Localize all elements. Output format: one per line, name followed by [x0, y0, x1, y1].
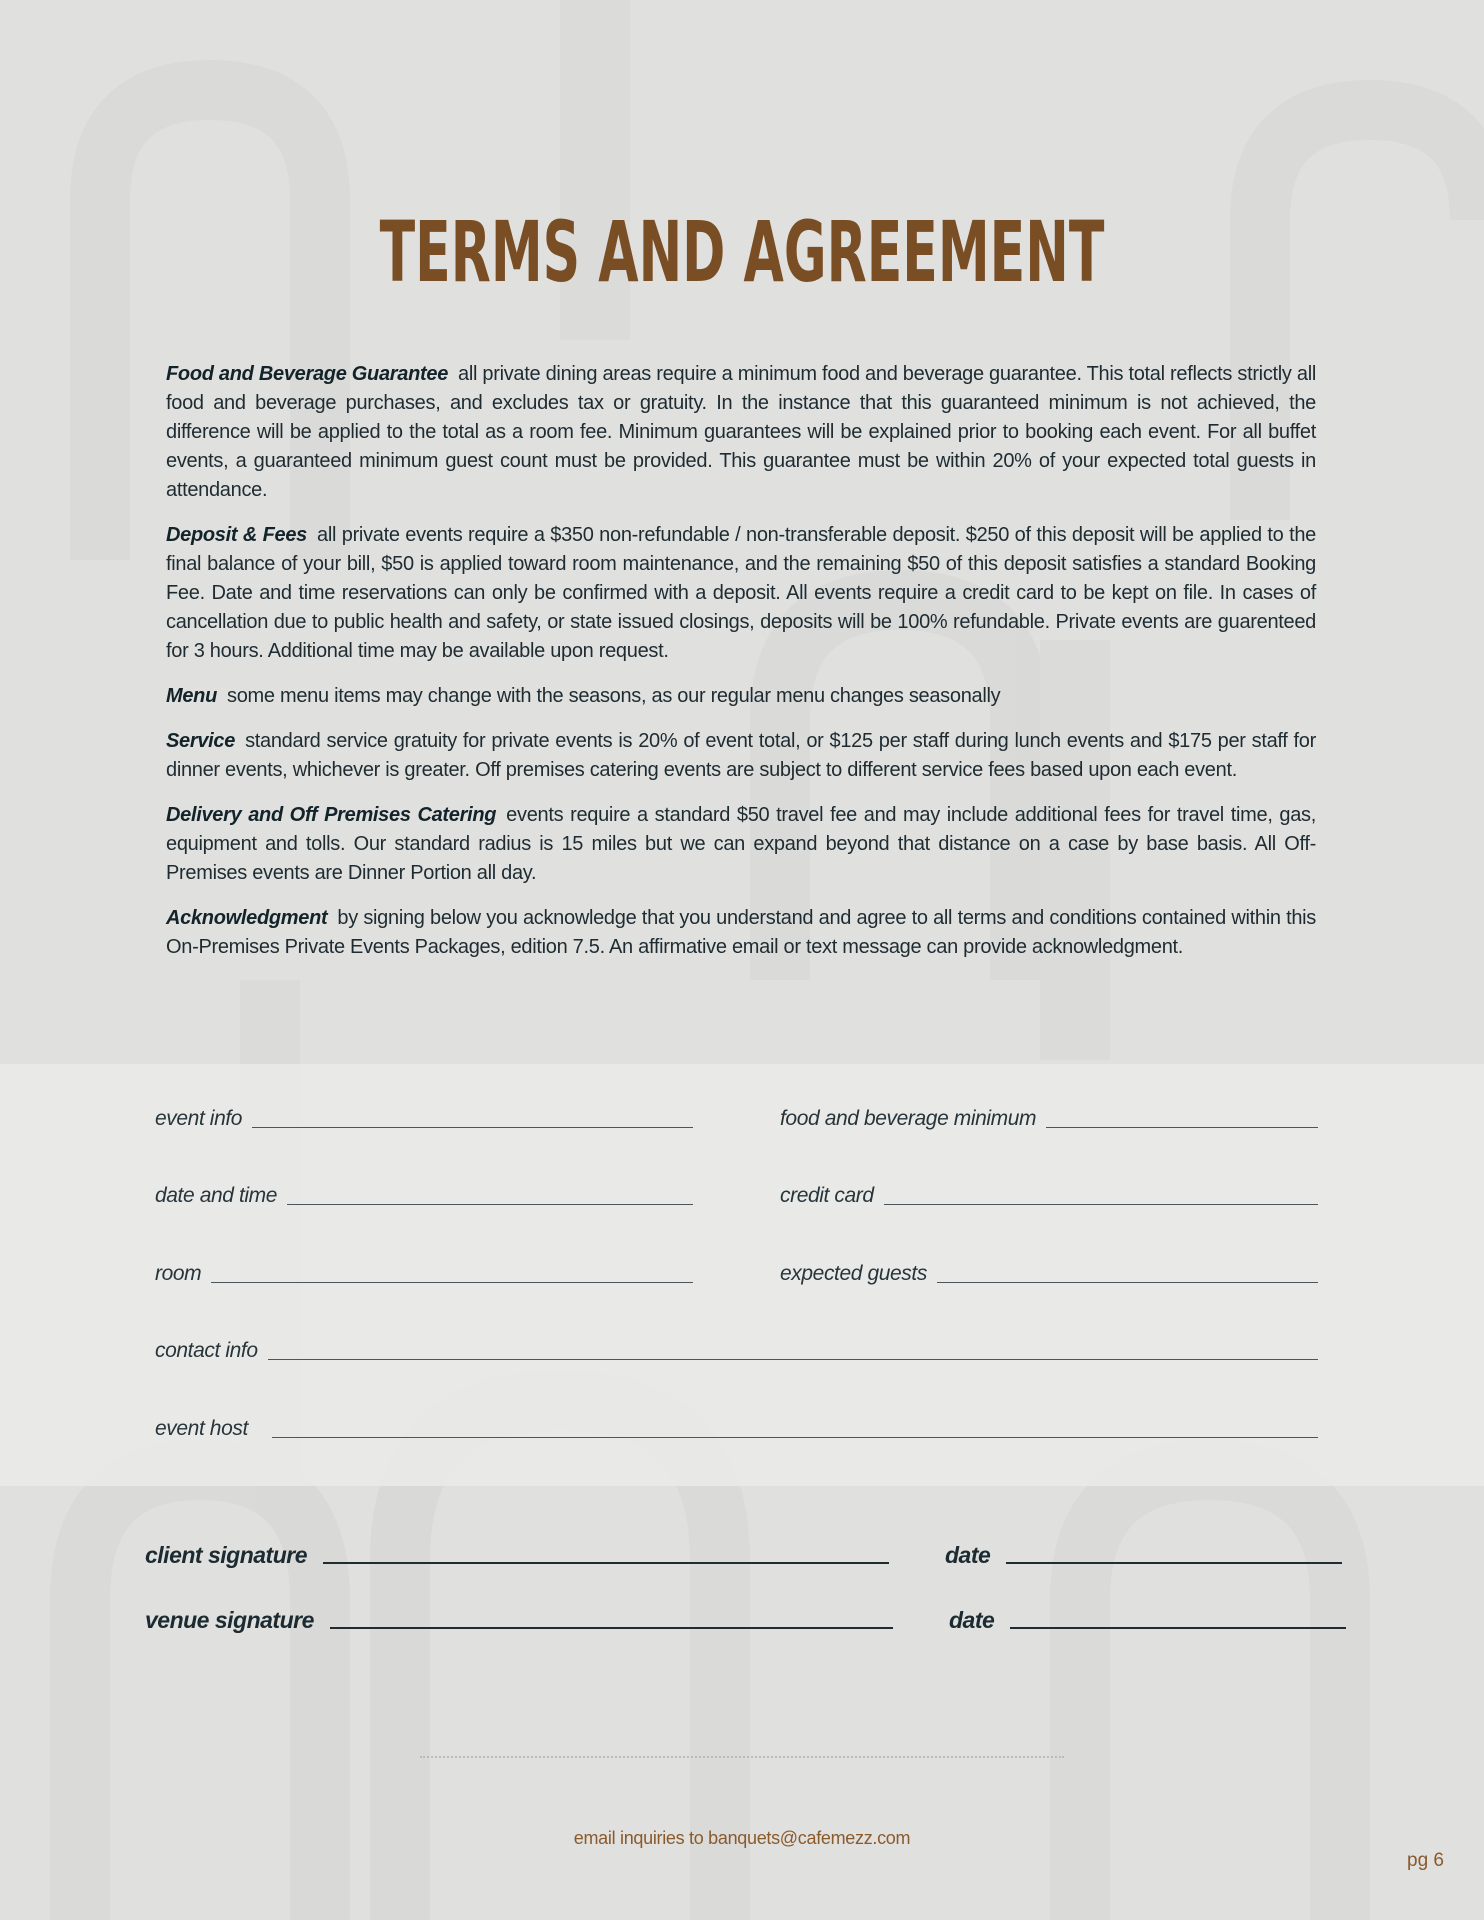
credit-card-label: credit card	[780, 1184, 874, 1207]
fb-minimum-line[interactable]	[1046, 1126, 1318, 1128]
expected-guests-field[interactable]	[780, 1261, 1318, 1287]
client-signature-label: client signature	[145, 1542, 307, 1568]
client-signature-line[interactable]	[323, 1561, 889, 1564]
venue-signature-line[interactable]	[330, 1626, 893, 1629]
venue-signature-field[interactable]	[145, 1606, 893, 1634]
term-heading: Deposit & Fees	[166, 524, 308, 546]
event-details-form	[0, 1064, 1484, 1486]
term-heading: Delivery and Off Premises Catering	[166, 804, 497, 826]
page-title: TERMS AND AGREEMENT	[379, 203, 1105, 301]
term-text: all private events require a $350 non-refundable / non-transferable deposit. $250 of this deposit will be applied to the final balance of your bill, $50 is applied toward room maintenance, and the remaining $50 of this deposit satisfies a standard Booking Fee. Date and time reservations can only be confirmed with a deposit. All events require a credit card to be kept on file. In cases of cancellation due to public health and safety, or state issued closings, deposits will be 100% refundable. Private events are guarenteed for 3 hours. Additional time may be available upon request.	[166, 524, 1316, 662]
term-acknowledgment	[166, 904, 1316, 962]
term-heading: Food and Beverage Guarantee	[166, 363, 449, 385]
event-host-field[interactable]	[155, 1416, 1318, 1442]
event-host-label: event host	[155, 1417, 248, 1440]
fb-minimum-field[interactable]	[780, 1106, 1318, 1132]
client-date-label: date	[945, 1542, 991, 1568]
fb-minimum-label: food and beverage minimum	[780, 1107, 1037, 1130]
client-date-field[interactable]	[945, 1541, 1342, 1569]
term-heading: Menu	[166, 685, 218, 707]
terms-section	[166, 360, 1316, 978]
term-text: events require a standard $50 travel fee and may include additional fees for travel time, gas, equipment and tolls. Our standard radius is 15 miles but we can expand beyond that distance on a case by base basis. All Off-Premises events are Dinner Portion all day.	[166, 804, 1316, 884]
event-info-line[interactable]	[252, 1126, 693, 1128]
term-heading: Service	[166, 730, 236, 752]
term-service	[166, 727, 1316, 785]
contact-info-label: contact info	[155, 1339, 258, 1362]
contact-info-line[interactable]	[268, 1358, 1318, 1360]
date-time-label: date and time	[155, 1184, 278, 1207]
term-heading: Acknowledgment	[166, 907, 328, 929]
expected-guests-label: expected guests	[780, 1262, 927, 1285]
venue-date-field[interactable]	[949, 1606, 1346, 1634]
client-date-line[interactable]	[1006, 1561, 1342, 1564]
room-label: room	[155, 1262, 202, 1285]
dotted-divider	[420, 1756, 1064, 1758]
term-food-beverage-guarantee	[166, 360, 1316, 505]
expected-guests-line[interactable]	[937, 1281, 1318, 1283]
credit-card-line[interactable]	[884, 1203, 1318, 1205]
term-text: by signing below you acknowledge that you understand and agree to all terms and conditions contained within this On-Premises Private Events Packages, edition 7.5. An affirmative email or text message can provide acknowledgment.	[166, 907, 1316, 958]
term-delivery-catering	[166, 801, 1316, 888]
venue-date-label: date	[949, 1607, 995, 1633]
term-text: some menu items may change with the seasons, as our regular menu changes seasonally	[227, 685, 1001, 707]
client-signature-field[interactable]	[145, 1541, 889, 1569]
event-host-line[interactable]	[272, 1436, 1318, 1438]
event-info-field[interactable]	[155, 1106, 693, 1132]
event-info-label: event info	[155, 1107, 243, 1130]
term-text: all private dining areas require a minimum food and beverage guarantee. This total reflects strictly all food and beverage purchases, and excludes tax or gratuity. In the instance that this guaranteed minimum is not achieved, the difference will be applied to the total as a room fee. Minimum guarantees will be explained prior to booking each event. For all buffet events, a guaranteed minimum guest count must be provided. This guarantee must be within 20% of your expected total guests in attendance.	[166, 363, 1317, 501]
term-deposit-fees	[166, 521, 1316, 666]
page-number: pg 6	[1407, 1850, 1444, 1871]
credit-card-field[interactable]	[780, 1183, 1318, 1209]
room-line[interactable]	[211, 1281, 693, 1283]
term-text: standard service gratuity for private events is 20% of event total, or $125 per staff during lunch events and $175 per staff for dinner events, whichever is greater. Off premises catering events are subject to different service fees based upon each event.	[166, 730, 1316, 781]
venue-signature-label: venue signature	[145, 1607, 314, 1633]
room-field[interactable]	[155, 1261, 693, 1287]
term-menu	[166, 682, 1316, 711]
date-time-line[interactable]	[287, 1203, 693, 1205]
footer-email-line[interactable]: email inquiries to banquets@cafemezz.com	[573, 1828, 911, 1848]
date-time-field[interactable]	[155, 1183, 693, 1209]
venue-date-line[interactable]	[1010, 1626, 1346, 1629]
contact-info-field[interactable]	[155, 1338, 1318, 1364]
